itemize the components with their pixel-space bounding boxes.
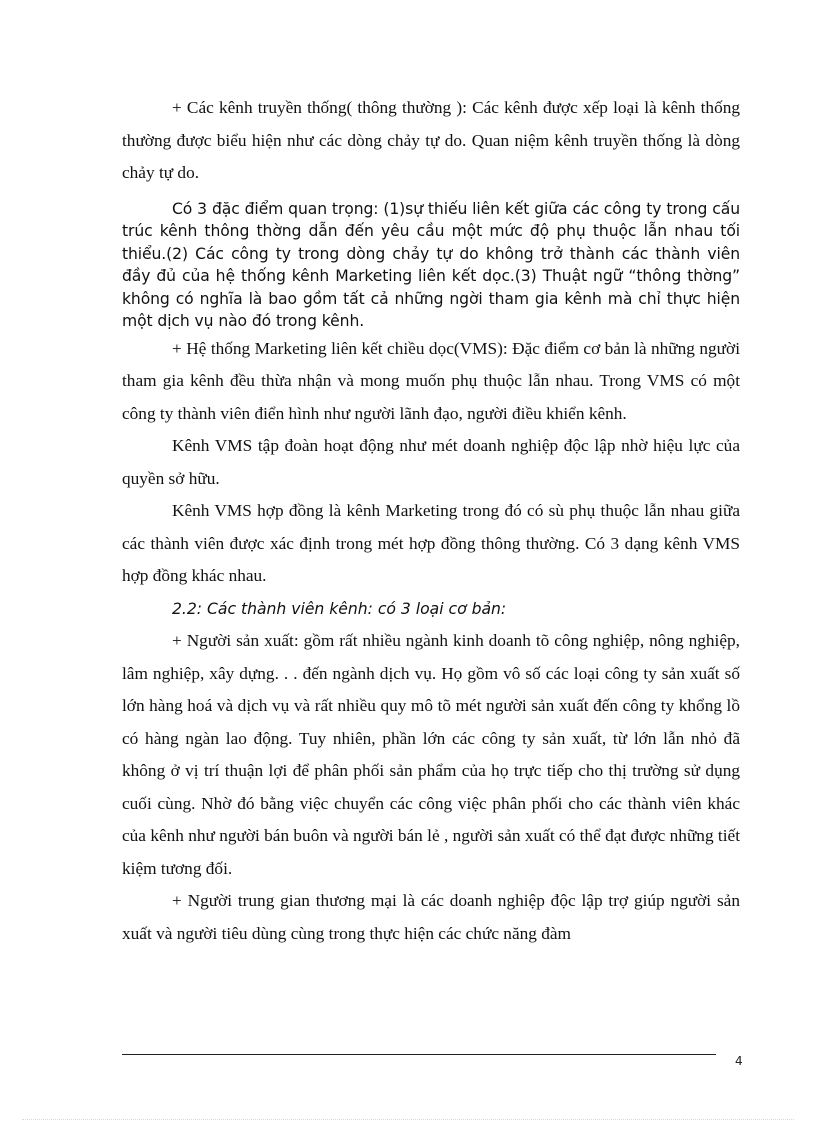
- paragraph-intermediaries: + Người trung gian thương mại là các doanh nghiệp độc lập trợ giúp người sản xuất và người tiêu dùng cùng trong thực hiện các chức năng đàm: [122, 891, 740, 943]
- paragraph-spacer: [122, 190, 740, 198]
- footer-divider: [122, 1054, 716, 1055]
- page-bottom-edge: [22, 1119, 794, 1120]
- paragraph-vms: + Hệ thống Marketing liên kết chiều dọc(VMS): Đặc điểm cơ bản là những người tham gia kênh đều thừa nhận và mong muốn phụ thuộc lẫn nhau. Trong VMS có một công ty thành viên điển hình như người lãnh đạo, người điều khiển kênh.: [122, 338, 740, 423]
- paragraph-three-characteristics: Có 3 đặc điểm quan trọng: (1)sự thiếu liên kết giữa các công ty trong cấu trúc kênh thông thờng dẫn đến yêu cầu một mức độ phụ thuộc lẫn nhau tối thiểu.(2) Các công ty trong dòng chảy tự do không trở thành các thành viên đầy đủ của hệ thống kênh Marketing liên kết dọc.(3) Thuật ngữ “thông thờng” không có nghĩa là bao gồm tất cả những ngời tham gia kênh mà chỉ thực hiện một dịch vụ nào đó trong kênh.: [122, 199, 740, 330]
- paragraph-corporate-vms: Kênh VMS tập đoàn hoạt động như mét doanh nghiệp độc lập nhờ hiệu lực của quyền sở hữu.: [122, 436, 740, 488]
- page-number: 4: [735, 1054, 743, 1068]
- paragraph-traditional-channels: + Các kênh truyền thống( thông thường ): Các kênh được xếp loại là kênh thống thường được biểu hiện như các dòng chảy tự do. Quan niệm kênh truyền thống là dòng chảy tự do.: [122, 98, 740, 182]
- paragraph-producers: + Người sản xuất: gồm rất nhiều ngành kinh doanh tõ công nghiệp, nông nghiệp, lâm nghiệp, xây dựng. . . đến ngành dịch vụ. Họ gồm vô số các loại công ty sản xuất số lớn hàng hoá và dịch vụ và rất nhiều quy mô tõ mét người sản xuất đến công ty khổng lồ có hàng ngàn lao động. Tuy nhiên, phần lớn các công ty sản xuất, từ lớn lẫn nhỏ đã không ở vị trí thuận lợi để phân phối sản phẩm của họ trực tiếp cho thị trường sử dụng cuối cùng. Nhờ đó bằng việc chuyển các công việc phân phối cho các thành viên khác của kênh như người bán buôn và người bán lẻ , người sản xuất có thể đạt được những tiết kiệm tương đối.: [122, 631, 740, 878]
- section-heading-channel-members: 2.2: Các thành viên kênh: có 3 loại cơ bản:: [172, 599, 507, 618]
- paragraph-contractual-vms: Kênh VMS hợp đồng là kênh Marketing trong đó có sù phụ thuộc lẫn nhau giữa các thành viên được xác định trong mét hợp đồng thông thường. Có 3 dạng kênh VMS hợp đồng khác nhau.: [122, 501, 740, 585]
- document-body: [122, 92, 740, 950]
